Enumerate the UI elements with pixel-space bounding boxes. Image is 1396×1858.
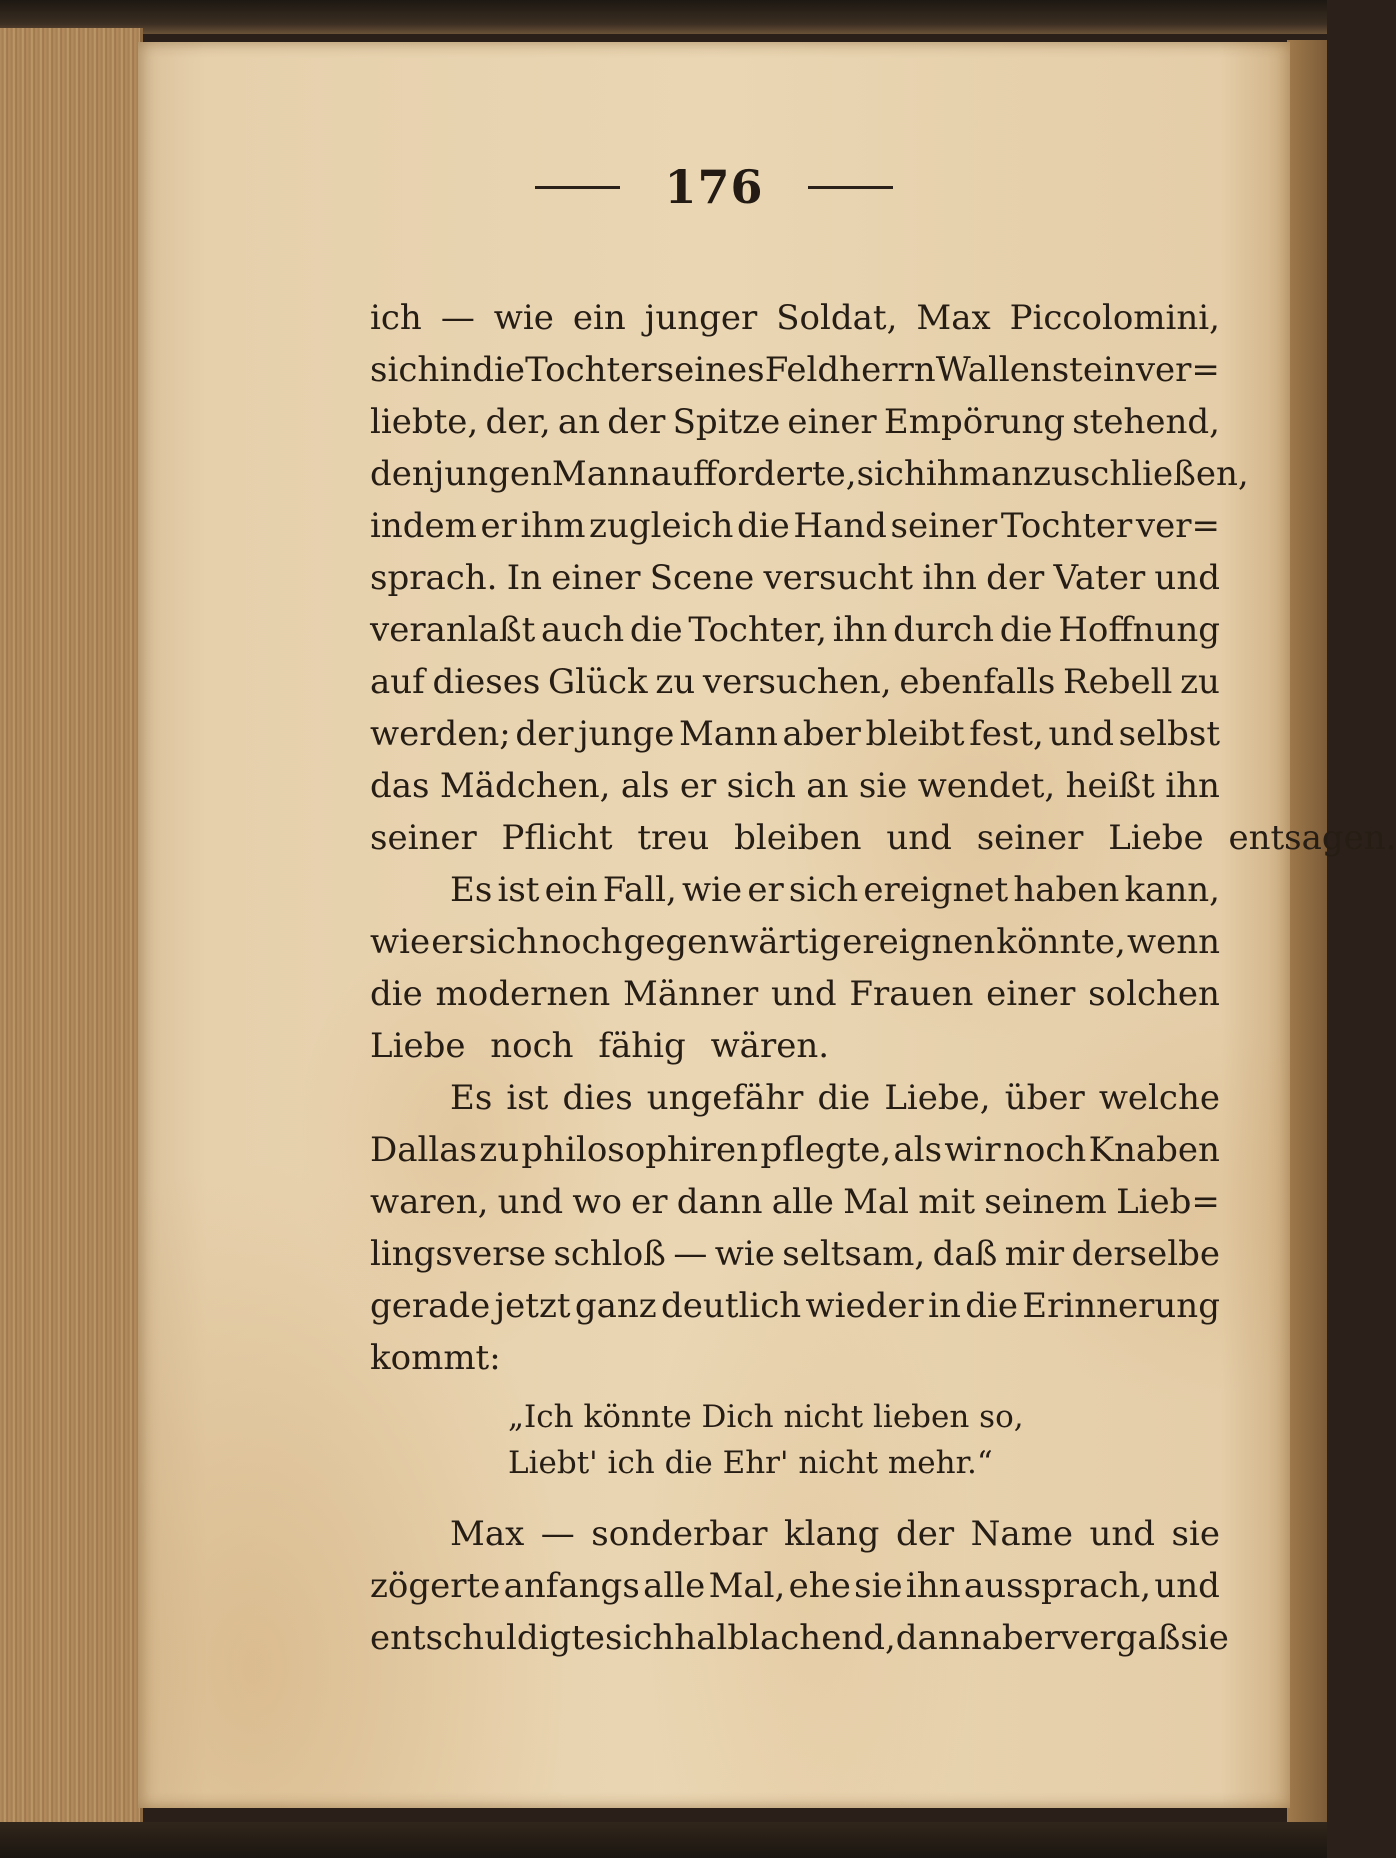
word: gerade xyxy=(370,1286,491,1326)
word: Männer xyxy=(623,974,759,1014)
word: das xyxy=(370,766,430,806)
word: die xyxy=(965,1286,1018,1326)
word: wie xyxy=(493,298,554,338)
word: gegenwärtig xyxy=(623,922,842,962)
word: Es xyxy=(450,1078,493,1118)
word: dann xyxy=(676,1182,763,1222)
word: anzuschließen, xyxy=(990,454,1249,494)
text-line-content: Liebe noch fähig wären. xyxy=(370,1026,830,1066)
word: Liebe, xyxy=(884,1078,991,1118)
word: welche xyxy=(1098,1078,1220,1118)
scan-bottom-edge xyxy=(0,1822,1327,1858)
verse-quote xyxy=(508,1394,1108,1486)
word: Hoffnung xyxy=(1058,610,1220,650)
word: sie xyxy=(858,766,908,806)
word: Erinnerung xyxy=(1022,1286,1220,1326)
word: deutlich xyxy=(661,1286,802,1326)
text-line xyxy=(370,1228,1220,1280)
word: aber xyxy=(782,714,861,754)
word: die xyxy=(472,350,525,390)
word: er xyxy=(631,1182,668,1222)
text-line xyxy=(370,292,1220,344)
word: er xyxy=(431,922,468,962)
text-line xyxy=(370,1508,1220,1560)
word: jetzt xyxy=(494,1286,571,1326)
word: einer xyxy=(986,974,1076,1014)
word: ereignen xyxy=(842,922,996,962)
word: Vater xyxy=(1053,558,1146,598)
word: an xyxy=(557,402,601,442)
word: Mal, xyxy=(708,1566,786,1606)
text-line-content: seiner Pflicht treu bleiben und seiner Liebe entsagen. xyxy=(370,818,1396,858)
word: wie xyxy=(682,870,743,910)
word: Empörung xyxy=(883,402,1066,442)
word: Lieb= xyxy=(1116,1182,1220,1222)
text-line xyxy=(370,604,1220,656)
text-line xyxy=(370,344,1220,396)
word: derselbe xyxy=(1071,1234,1220,1274)
word: über xyxy=(1004,1078,1085,1118)
word: stehend, xyxy=(1072,402,1220,442)
word: ihm xyxy=(925,454,991,494)
text-line xyxy=(370,812,1396,864)
word: der xyxy=(607,402,666,442)
word: noch xyxy=(539,922,623,962)
word: zugleich xyxy=(589,506,734,546)
word: ganz xyxy=(574,1286,657,1326)
word: philosophiren xyxy=(521,1130,759,1170)
word: die xyxy=(737,506,790,546)
word: einer xyxy=(551,558,641,598)
word: jungen xyxy=(433,454,552,494)
word: lingsverse xyxy=(370,1234,547,1274)
word: Mal xyxy=(843,1182,910,1222)
word: halb xyxy=(674,1618,750,1658)
text-line xyxy=(370,1072,1220,1124)
word: Mädchen, xyxy=(439,766,611,806)
word: der xyxy=(515,714,574,754)
text-line xyxy=(370,1020,1220,1072)
word: er xyxy=(679,766,717,806)
word: zu xyxy=(479,1130,520,1170)
book-right-edge xyxy=(1287,40,1327,1830)
word: sich xyxy=(788,870,859,910)
word: indem xyxy=(370,506,477,546)
text-line xyxy=(370,708,1220,760)
word: versucht xyxy=(763,558,913,598)
word: Spitze xyxy=(672,402,781,442)
page-number: 176 xyxy=(664,160,764,214)
word: wieder xyxy=(805,1286,924,1326)
word: ihm xyxy=(520,506,586,546)
word: werden; xyxy=(370,714,511,754)
text-line xyxy=(370,1176,1220,1228)
word: selbst xyxy=(1118,714,1220,754)
word: sie xyxy=(1180,1618,1229,1658)
text-line xyxy=(370,968,1220,1020)
word: Piccolomini, xyxy=(1009,298,1220,338)
word: der xyxy=(986,558,1045,598)
word: ist xyxy=(506,1078,549,1118)
word: aussprach, xyxy=(963,1566,1152,1606)
word: in xyxy=(439,350,473,390)
word: einer xyxy=(787,402,877,442)
word: Hand xyxy=(793,506,887,546)
word: seinem xyxy=(984,1182,1107,1222)
verse-line: Liebt' ich die Ehr' nicht mehr.“ xyxy=(508,1445,993,1481)
word: Tochter, xyxy=(688,610,827,650)
word: noch xyxy=(1002,1130,1087,1170)
word: seiner xyxy=(890,506,998,546)
word: Es xyxy=(450,870,493,910)
word: sich xyxy=(856,454,926,494)
word: Scene xyxy=(649,558,755,598)
scan-top-edge xyxy=(0,0,1327,34)
text-line-content: kommt: xyxy=(370,1338,501,1378)
header-rule-right xyxy=(808,186,893,189)
word: — xyxy=(673,1234,708,1274)
word: ebenfalls xyxy=(899,662,1056,702)
text-line xyxy=(370,1332,1220,1384)
word: den xyxy=(370,454,434,494)
word: auf xyxy=(370,662,425,702)
word: Name xyxy=(970,1514,1073,1554)
word: und xyxy=(1154,558,1220,598)
word: versuchen, xyxy=(702,662,892,702)
word: bleibt xyxy=(865,714,965,754)
word: sich xyxy=(370,350,440,390)
word: heißt xyxy=(1065,766,1155,806)
word: und xyxy=(497,1182,564,1222)
word: Tochter xyxy=(1000,506,1133,546)
word: Max xyxy=(916,298,991,338)
word: er xyxy=(480,506,517,546)
word: dann xyxy=(895,1618,982,1658)
header-rule-left xyxy=(535,186,620,189)
word: aufforderte, xyxy=(650,454,857,494)
body-text-before-verse xyxy=(370,292,1396,1384)
word: aber xyxy=(981,1618,1061,1658)
word: Max xyxy=(450,1514,525,1554)
word: die xyxy=(629,610,683,650)
word: dies xyxy=(562,1078,633,1118)
word: die xyxy=(817,1078,871,1118)
word: seines xyxy=(656,350,765,390)
word: Wallenstein xyxy=(935,350,1136,390)
word: seltsam, xyxy=(782,1234,926,1274)
text-line xyxy=(370,916,1220,968)
word: Feldherrn xyxy=(764,350,936,390)
word: der xyxy=(895,1514,955,1554)
word: als xyxy=(620,766,670,806)
word: pflegte, xyxy=(760,1130,892,1170)
word: lachend, xyxy=(749,1618,896,1658)
word: sprach. xyxy=(370,558,498,598)
word: In xyxy=(506,558,543,598)
text-line xyxy=(370,760,1220,812)
verse-line: „Ich könnte Dich nicht lieben so, xyxy=(508,1399,1024,1435)
word: zu xyxy=(655,662,696,702)
word: sich xyxy=(726,766,796,806)
word: wie xyxy=(714,1234,775,1274)
word: und xyxy=(1154,1566,1220,1606)
text-line xyxy=(370,552,1220,604)
word: Frauen xyxy=(849,974,974,1014)
word: könnte, xyxy=(996,922,1126,962)
word: Fall, xyxy=(602,870,677,910)
word: vergaß xyxy=(1060,1618,1181,1658)
word: ein xyxy=(544,870,598,910)
word: ein xyxy=(572,298,626,338)
text-line xyxy=(370,1560,1220,1612)
word: Dallas xyxy=(370,1130,477,1170)
word: und xyxy=(1089,1514,1156,1554)
word: Mann xyxy=(551,454,651,494)
word: sie xyxy=(854,1566,903,1606)
word: dieses xyxy=(432,662,541,702)
word: und xyxy=(1048,714,1115,754)
book-page-edges xyxy=(0,28,143,1828)
word: sie xyxy=(1171,1514,1220,1554)
word: ihn xyxy=(832,610,888,650)
word: Mann xyxy=(678,714,778,754)
word: mir xyxy=(1004,1234,1065,1274)
word: Rebell xyxy=(1063,662,1173,702)
word: haben xyxy=(1013,870,1120,910)
word: klang xyxy=(784,1514,880,1554)
word: fest, xyxy=(969,714,1044,754)
word: wenn xyxy=(1126,922,1220,962)
word: entschuldigte xyxy=(370,1618,606,1658)
text-line xyxy=(370,500,1220,552)
word: Knaben xyxy=(1088,1130,1220,1170)
word: mit xyxy=(918,1182,976,1222)
word: die xyxy=(370,974,423,1014)
word: der, xyxy=(485,402,551,442)
word: Soldat, xyxy=(776,298,898,338)
text-line xyxy=(370,1280,1220,1332)
word: junger xyxy=(644,298,758,338)
word: ist xyxy=(497,870,540,910)
word: modernen xyxy=(435,974,611,1014)
text-line xyxy=(370,396,1220,448)
word: schloß xyxy=(553,1234,666,1274)
word: Glück xyxy=(548,662,648,702)
word: sonderbar xyxy=(591,1514,768,1554)
word: Tochter xyxy=(525,350,657,390)
text-line xyxy=(370,656,1220,708)
word: er xyxy=(747,870,784,910)
word: sich xyxy=(605,1618,675,1658)
word: waren, xyxy=(370,1182,489,1222)
word: zu xyxy=(1180,662,1220,702)
word: kann, xyxy=(1124,870,1220,910)
word: — xyxy=(540,1514,575,1554)
word: junge xyxy=(578,714,675,754)
text-line xyxy=(370,448,1249,500)
word: ihn xyxy=(1165,766,1220,806)
text-line xyxy=(370,864,1220,916)
word: an xyxy=(806,766,849,806)
word: — xyxy=(440,298,475,338)
word: daß xyxy=(932,1234,998,1274)
word: alle xyxy=(643,1566,706,1606)
word: ihn xyxy=(922,558,977,598)
word: in xyxy=(928,1286,961,1326)
word: zögerte xyxy=(370,1566,501,1606)
word: ungefähr xyxy=(646,1078,804,1118)
word: sich xyxy=(468,922,538,962)
word: ver= xyxy=(1135,350,1220,390)
word: ereignet xyxy=(863,870,1009,910)
word: liebte, xyxy=(370,402,479,442)
word: die xyxy=(999,610,1053,650)
word: durch xyxy=(893,610,994,650)
word: wir xyxy=(944,1130,1001,1170)
word: ver= xyxy=(1135,506,1220,546)
word: als xyxy=(893,1130,943,1170)
body-text-after-verse xyxy=(370,1508,1229,1664)
word: wie xyxy=(370,922,431,962)
word: wo xyxy=(572,1182,622,1222)
word: anfangs xyxy=(503,1566,640,1606)
word: und xyxy=(771,974,837,1014)
word: veranlaßt xyxy=(370,610,536,650)
word: ihn xyxy=(905,1566,961,1606)
word: solchen xyxy=(1088,974,1220,1014)
word: auch xyxy=(541,610,625,650)
text-line xyxy=(370,1612,1229,1664)
word: alle xyxy=(771,1182,834,1222)
page-header xyxy=(138,152,1290,222)
book-page xyxy=(138,42,1396,1808)
text-line xyxy=(370,1124,1220,1176)
word: ich xyxy=(370,298,422,338)
word: wendet, xyxy=(917,766,1056,806)
word: ehe xyxy=(788,1566,851,1606)
